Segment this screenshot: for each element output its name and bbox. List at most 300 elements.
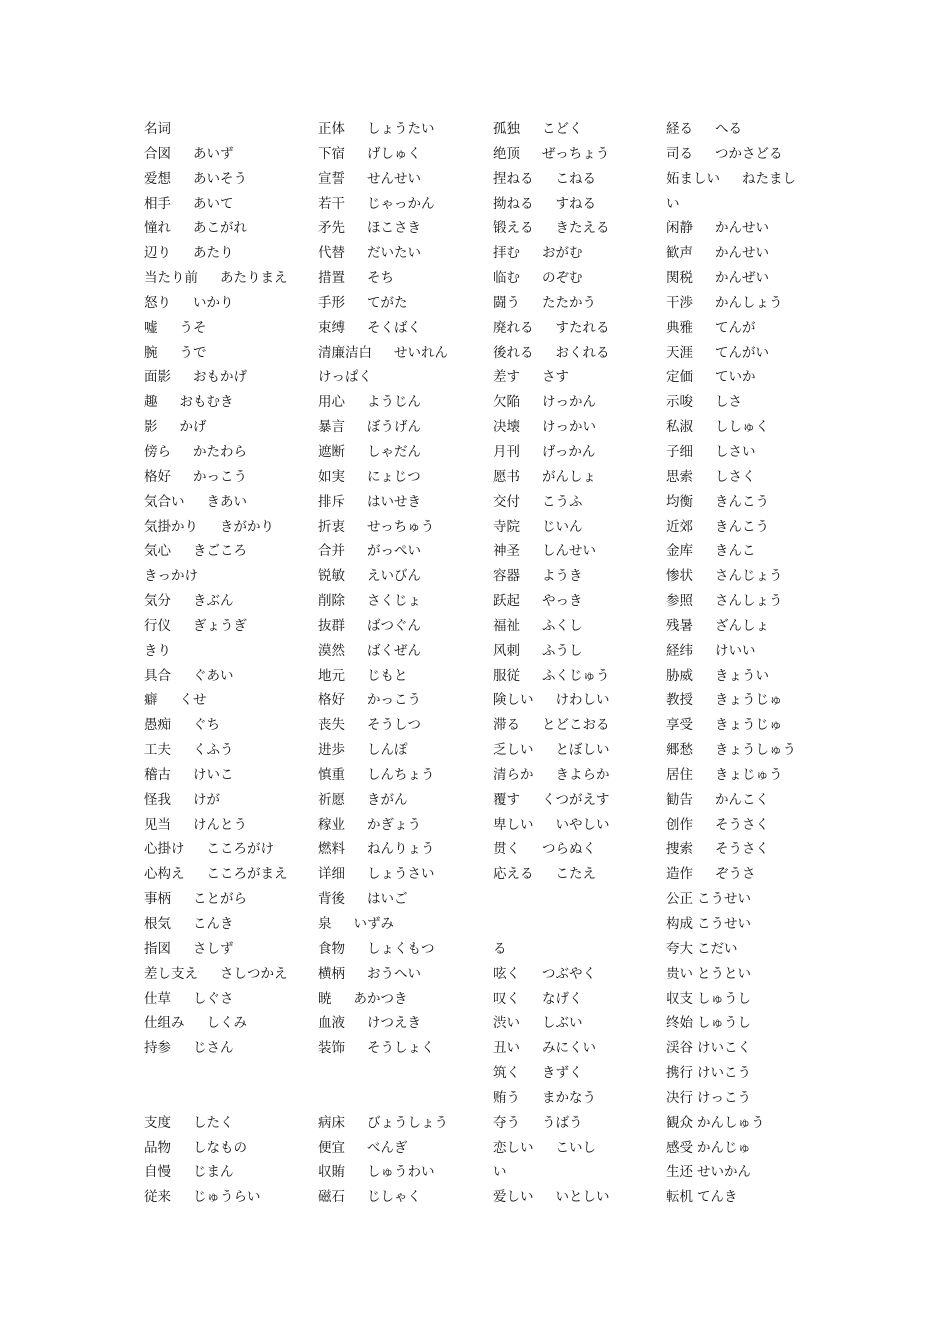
- vocab-reading: にょじつ: [367, 468, 421, 485]
- vocab-word: 欠陥: [493, 394, 520, 411]
- vocab-entry: [144, 216, 316, 241]
- vocab-reading: せんせい: [367, 170, 421, 187]
- vocab-reading: きょじゅう: [715, 766, 783, 783]
- vocab-entry: [318, 216, 490, 241]
- vocab-word: 収賄: [318, 1164, 345, 1181]
- vocab-entry: [144, 837, 316, 862]
- vocab-entry: [318, 962, 490, 987]
- vocab-reading: しんぽ: [367, 742, 408, 759]
- vocab-entry: [493, 1036, 665, 1061]
- vocab-word: 勧告: [666, 791, 693, 808]
- vocab-word: 行仪: [144, 617, 171, 634]
- vocab-reading: こんき: [193, 916, 234, 932]
- vocab-word: 背後: [318, 891, 345, 908]
- vocab-reading: じまん: [193, 1164, 234, 1181]
- vocab-entry: [144, 390, 316, 415]
- vocab-reading: きよらか: [555, 766, 610, 783]
- vocab-word: 胁威: [666, 667, 693, 684]
- vocab-word: 経纬: [666, 642, 693, 659]
- vocab-reading: じさん: [193, 1040, 234, 1057]
- vocab-reading: くふう: [193, 742, 234, 759]
- vocab-word: 神圣: [493, 543, 520, 560]
- vocab-entry: [666, 316, 826, 341]
- vocab-word: 贵い: [666, 965, 693, 982]
- vocab-entry: [318, 788, 490, 813]
- vocab-word: 磁石: [318, 1189, 345, 1206]
- vocab-reading: けつえき: [367, 1015, 421, 1032]
- vocab-entry: [666, 614, 826, 639]
- vocab-entry: [493, 117, 665, 142]
- vocab-word: 清らか: [493, 766, 534, 783]
- vocab-reading: きぶん: [193, 593, 234, 610]
- vocab-word: 地元: [318, 667, 345, 684]
- vocab-reading: のぞむ: [542, 270, 583, 287]
- vocab-word: 傍ら: [144, 443, 171, 460]
- vocab-entry: [666, 639, 826, 664]
- vocab-reading: しゅうわい: [367, 1164, 435, 1181]
- vocab-entry: [144, 987, 316, 1012]
- vocab-reading: ざんしょ: [715, 617, 769, 634]
- vocab-reading: しなもの: [193, 1139, 247, 1156]
- vocab-word: 癖: [144, 692, 158, 709]
- vocab-word: 绝顶: [493, 145, 520, 162]
- vocab-word: 终始: [666, 1015, 693, 1032]
- vocab-entry: [666, 142, 826, 167]
- vocab-entry: [144, 1111, 316, 1136]
- vocab-word: る: [493, 940, 507, 957]
- vocab-word: 祈愿: [318, 791, 345, 808]
- vocab-word: 代替: [318, 245, 345, 262]
- vocab-entry: [318, 341, 490, 366]
- vocab-word: 廃れる: [493, 319, 534, 336]
- vocab-entry: [144, 639, 316, 664]
- vocab-entry: [318, 192, 490, 217]
- vocab-entry: [144, 713, 316, 738]
- vocab-entry: [318, 167, 490, 192]
- vocab-word: 妬ましい: [666, 170, 720, 187]
- vocab-word: 示唆: [666, 394, 693, 411]
- vocab-word: 怒り: [144, 294, 171, 311]
- vocab-entry: [493, 639, 665, 664]
- vocab-word: 清廉洁白: [318, 344, 372, 361]
- vocab-word: 横柄: [318, 965, 345, 982]
- vocab-entry: [144, 912, 316, 937]
- vocab-entry: [666, 763, 826, 788]
- vocab-entry: [666, 738, 826, 763]
- vocab-reading: かんぜい: [715, 270, 769, 287]
- vocab-entry: [144, 117, 316, 142]
- vocab-entry: [493, 837, 665, 862]
- vocab-word: 司る: [666, 145, 693, 162]
- vocab-reading: ばつぐん: [367, 617, 421, 634]
- vocab-entry: [144, 490, 316, 515]
- vocab-word: 怪我: [144, 791, 171, 808]
- vocab-reading: かっこう: [367, 692, 421, 709]
- vocab-word: 孤独: [493, 121, 520, 137]
- vocab-reading: せいれん: [394, 344, 448, 361]
- vocab-word: 典雅: [666, 319, 693, 336]
- vocab-word: 便宜: [318, 1139, 345, 1156]
- vocab-entry: [666, 1185, 826, 1210]
- vocab-reading: きょうじゅ: [715, 692, 783, 709]
- vocab-word: 筑く: [493, 1065, 520, 1082]
- vocab-word: 残暑: [666, 617, 693, 634]
- vocab-reading: きがん: [367, 791, 408, 808]
- vocab-reading: おうへい: [367, 965, 421, 982]
- vocab-reading: したく: [193, 1114, 234, 1131]
- vocab-reading: びょうしょう: [367, 1114, 448, 1131]
- vocab-word: 干渉: [666, 294, 693, 311]
- vocab-entry: [493, 1011, 665, 1036]
- vocab-entry: [493, 515, 665, 540]
- vocab-reading: えいびん: [367, 568, 421, 585]
- vocab-word: 寺院: [493, 518, 520, 535]
- vocab-entry: [493, 465, 665, 490]
- vocab-word: 格好: [318, 692, 345, 709]
- vocab-entry: [144, 241, 316, 266]
- vocab-reading: べんぎ: [367, 1139, 408, 1156]
- vocab-entry: [144, 142, 316, 167]
- vocab-reading: ねんりょう: [367, 841, 435, 858]
- vocab-entry: [318, 316, 490, 341]
- vocab-entry: [493, 266, 665, 291]
- vocab-reading: けいこう: [697, 1065, 751, 1082]
- vocab-reading: ぐあい: [193, 667, 234, 684]
- vocab-entry: [144, 539, 316, 564]
- vocab-reading: かんこく: [715, 791, 769, 808]
- vocab-reading: しゅうし: [697, 1015, 751, 1032]
- vocab-word: 居住: [666, 766, 693, 783]
- vocab-entry: [144, 415, 316, 440]
- vocab-reading: ふくし: [542, 617, 583, 634]
- vocab-reading: こうせい: [697, 891, 751, 908]
- vocab-reading: こうせい: [697, 916, 751, 932]
- vocab-entry: [318, 1160, 490, 1185]
- vocab-reading: けが: [193, 791, 220, 808]
- vocab-reading: あいて: [193, 195, 234, 212]
- vocab-entry: [144, 1185, 316, 1210]
- vocab-word: 天涯: [666, 344, 693, 361]
- vocab-entry: [144, 664, 316, 689]
- vocab-entry: [318, 589, 490, 614]
- vocab-entry: [318, 440, 490, 465]
- vocab-word: 指図: [144, 940, 171, 957]
- vocab-reading: あたりまえ: [220, 270, 288, 287]
- vocab-entry: [666, 1160, 826, 1185]
- vocab-reading: けっかん: [542, 394, 596, 411]
- vocab-word: 思索: [666, 468, 693, 485]
- vocab-reading: じもと: [367, 667, 408, 684]
- vocab-reading: しさ: [715, 394, 742, 411]
- vocab-word: 夺う: [493, 1114, 520, 1131]
- vocab-reading: しょくもつ: [367, 940, 435, 957]
- vocab-reading: しぶい: [542, 1015, 583, 1032]
- vocab-entry: [493, 738, 665, 763]
- vocab-word: 爱想: [144, 170, 171, 187]
- vocab-entry: [666, 1086, 826, 1111]
- vocab-word: 若干: [318, 195, 345, 212]
- vocab-reading: きんこう: [715, 518, 769, 535]
- vocab-word: 具合: [144, 667, 171, 684]
- vocab-reading: いかり: [193, 294, 234, 311]
- vocab-reading: ふうし: [542, 642, 583, 659]
- vocab-reading: こねる: [555, 170, 596, 187]
- vocab-reading: けわしい: [555, 692, 610, 709]
- vocab-word: 気分: [144, 593, 171, 610]
- vocab-word: 滞る: [493, 717, 520, 734]
- vocab-word: 合図: [144, 145, 171, 162]
- vocab-entry: [666, 1036, 826, 1061]
- vocab-entry: [666, 415, 826, 440]
- vocab-word: 锐敏: [318, 568, 345, 585]
- vocab-entry: [144, 564, 316, 589]
- vocab-word: 抜群: [318, 617, 345, 634]
- vocab-word: 転机: [666, 1189, 693, 1206]
- vocab-word: 如実: [318, 468, 345, 485]
- vocab-entry: [666, 887, 826, 912]
- vocab-entry: [318, 241, 490, 266]
- vocab-reading: こだい: [697, 940, 738, 957]
- vocab-reading: うで: [179, 344, 207, 361]
- vocab-reading: いやしい: [555, 816, 610, 833]
- vocab-entry: [318, 813, 490, 838]
- vocab-entry: [666, 664, 826, 689]
- vocab-reading: さしず: [193, 940, 234, 957]
- vocab-word: 従来: [144, 1189, 171, 1206]
- vocab-word: 教授: [666, 692, 693, 709]
- vocab-word: 宣誓: [318, 170, 345, 187]
- vocab-entry: [318, 1086, 490, 1111]
- vocab-entry: [318, 266, 490, 291]
- vocab-entry: [666, 713, 826, 738]
- vocab-entry: [493, 241, 665, 266]
- vocab-word: 慎重: [318, 766, 345, 783]
- vocab-word: 定価: [666, 369, 693, 386]
- vocab-reading: がんしょ: [542, 468, 596, 485]
- vocab-word: 経る: [666, 121, 693, 137]
- vocab-entry: [493, 216, 665, 241]
- vocab-reading: こたえ: [555, 866, 596, 883]
- vocab-word: 见当: [144, 816, 171, 833]
- vocab-entry: [666, 440, 826, 465]
- vocab-reading: ぜっちょう: [542, 145, 610, 162]
- vocab-word: 血液: [318, 1015, 345, 1032]
- vocab-word: 恋しい: [493, 1139, 534, 1156]
- vocab-entry: [144, 788, 316, 813]
- vocab-word: 公正: [666, 891, 693, 908]
- vocab-word: 差す: [493, 369, 520, 386]
- vocab-reading: くせ: [179, 692, 207, 709]
- vocab-word: 进歩: [318, 742, 345, 759]
- vocab-reading: けいこく: [697, 1040, 751, 1057]
- vocab-entry: [144, 738, 316, 763]
- vocab-reading: きあい: [206, 493, 247, 510]
- vocab-word: い: [493, 1164, 507, 1181]
- vocab-reading: ぼうげん: [367, 419, 421, 436]
- vocab-reading: とぼしい: [555, 742, 610, 759]
- vocab-reading: あいそう: [193, 170, 247, 187]
- vocab-word: 渓谷: [666, 1040, 693, 1057]
- vocab-word: 决壊: [493, 419, 520, 436]
- vocab-reading: てんがい: [715, 344, 769, 361]
- vocab-reading: かんじゅ: [697, 1139, 751, 1156]
- vocab-reading: ほこさき: [367, 220, 421, 237]
- vocab-entry: [666, 490, 826, 515]
- vocab-reading: しさい: [715, 443, 756, 460]
- vocab-entry: [666, 117, 826, 142]
- vocab-entry: [493, 316, 665, 341]
- vocab-reading: さす: [542, 369, 569, 386]
- vocab-word: けっぱく: [318, 369, 372, 386]
- vocab-entry: [493, 887, 665, 912]
- vocab-entry: [318, 142, 490, 167]
- vocab-entry: [144, 862, 316, 887]
- vocab-reading: うばう: [542, 1114, 583, 1131]
- vocab-reading: あたり: [193, 245, 234, 262]
- vocab-reading: てんが: [715, 319, 756, 336]
- vocab-reading: ふくじゅう: [542, 667, 610, 684]
- vocab-word: 暁: [318, 990, 332, 1007]
- vocab-word: 気掛かり: [144, 518, 198, 535]
- vocab-word: 根気: [144, 916, 171, 932]
- vocab-entry: [318, 862, 490, 887]
- vocab-word: 束缚: [318, 319, 345, 336]
- vocab-reading: じゃっかん: [367, 195, 435, 212]
- vocab-reading: ようき: [542, 568, 583, 585]
- vocab-entry: [318, 639, 490, 664]
- vocab-entry: [666, 1136, 826, 1161]
- vocab-entry: [493, 937, 665, 962]
- vocab-reading: しんせい: [542, 543, 596, 560]
- vocab-word: 携行: [666, 1065, 693, 1082]
- vocab-entry: [144, 887, 316, 912]
- vocab-reading: きごころ: [193, 543, 247, 560]
- vocab-entry: [666, 688, 826, 713]
- vocab-entry: [493, 1185, 665, 1210]
- vocab-word: 気心: [144, 543, 171, 560]
- vocab-word: 漠然: [318, 642, 345, 659]
- vocab-entry: [493, 813, 665, 838]
- vocab-entry: [144, 962, 316, 987]
- vocab-entry: [318, 912, 490, 937]
- vocab-reading: そち: [367, 270, 394, 287]
- vocab-reading: しさく: [715, 468, 756, 485]
- vocab-reading: じしゃく: [367, 1189, 421, 1206]
- vocab-reading: けんとう: [193, 816, 247, 833]
- vocab-entry: [493, 688, 665, 713]
- vocab-reading: つぶやく: [542, 965, 596, 982]
- vocab-entry: [144, 515, 316, 540]
- vocab-word: 後れる: [493, 344, 534, 361]
- vocab-word: 暴言: [318, 419, 345, 436]
- vocab-reading: かぎょう: [367, 816, 421, 833]
- vocab-reading: ねたまし: [742, 170, 796, 187]
- vocab-reading: とどこおる: [542, 717, 610, 734]
- vocab-word: 険しい: [493, 692, 534, 709]
- vocab-reading: おくれる: [555, 344, 610, 361]
- vocab-word: 造作: [666, 866, 693, 883]
- vocab-word: 创作: [666, 816, 693, 833]
- vocab-entry: [666, 788, 826, 813]
- vocab-reading: きずく: [542, 1065, 583, 1082]
- vocab-word: 子细: [666, 443, 693, 460]
- vocab-reading: ししゅく: [715, 419, 769, 436]
- vocab-entry: [666, 837, 826, 862]
- vocab-entry: [318, 987, 490, 1012]
- vocab-entry: [666, 1011, 826, 1036]
- vocab-reading: しんちょう: [367, 766, 435, 783]
- vocab-word: 嘘: [144, 319, 158, 336]
- vocab-reading: しゃだん: [367, 443, 421, 460]
- vocab-reading: こどく: [542, 121, 583, 137]
- vocab-entry: [144, 688, 316, 713]
- vocab-entry: [493, 564, 665, 589]
- vocab-word: 支度: [144, 1114, 171, 1131]
- vocab-entry: [318, 490, 490, 515]
- vocab-word: 面影: [144, 369, 171, 386]
- vocab-entry: [144, 763, 316, 788]
- vocab-word: 当たり前: [144, 270, 198, 287]
- vocab-reading: つらぬく: [542, 841, 596, 858]
- vocab-entry: [666, 365, 826, 390]
- vocab-entry: [318, 1185, 490, 1210]
- vocab-reading: そうしょく: [367, 1040, 435, 1057]
- vocab-entry: [493, 1160, 665, 1185]
- vocab-entry: [493, 1136, 665, 1161]
- vocab-entry: [493, 1111, 665, 1136]
- vocab-entry: [144, 365, 316, 390]
- vocab-reading: けっかい: [542, 419, 596, 436]
- vocab-reading: はいせき: [367, 493, 421, 510]
- vocab-reading: きょうい: [715, 667, 769, 684]
- vocab-entry: [144, 266, 316, 291]
- vocab-word: 事柄: [144, 891, 171, 908]
- vocab-column-4: [666, 117, 826, 1210]
- vocab-word: 削除: [318, 593, 345, 610]
- vocab-word: 丧失: [318, 717, 345, 734]
- vocab-entry: [318, 390, 490, 415]
- vocab-word: 卑しい: [493, 816, 534, 833]
- vocab-word: 享受: [666, 717, 693, 734]
- vocab-word: 食物: [318, 940, 345, 957]
- vocab-reading: げしゅく: [367, 145, 421, 162]
- vocab-word: 近郊: [666, 518, 693, 535]
- vocab-word: 闲静: [666, 220, 693, 237]
- vocab-word: 闘う: [493, 294, 520, 311]
- vocab-word: 手形: [318, 294, 345, 311]
- vocab-entry: [144, 291, 316, 316]
- vocab-entry: [666, 962, 826, 987]
- vocab-entry: [144, 937, 316, 962]
- vocab-word: 相手: [144, 195, 171, 212]
- vocab-reading: あこがれ: [193, 220, 247, 237]
- vocab-reading: いとしい: [555, 1189, 610, 1206]
- vocab-word: 収支: [666, 990, 693, 1007]
- vocab-reading: たたかう: [542, 294, 596, 311]
- vocab-word: 呟く: [493, 965, 520, 982]
- vocab-entry: [493, 365, 665, 390]
- vocab-reading: いずみ: [353, 916, 394, 932]
- vocab-entry: [318, 837, 490, 862]
- vocab-word: 容器: [493, 568, 520, 585]
- vocab-word: 仕组み: [144, 1015, 185, 1032]
- vocab-column-3: [493, 117, 665, 1210]
- vocab-reading: はいご: [367, 891, 408, 908]
- vocab-reading: そくばく: [367, 319, 421, 336]
- vocab-word: 生还: [666, 1164, 693, 1181]
- vocab-entry: [144, 316, 316, 341]
- vocab-entry: [493, 912, 665, 937]
